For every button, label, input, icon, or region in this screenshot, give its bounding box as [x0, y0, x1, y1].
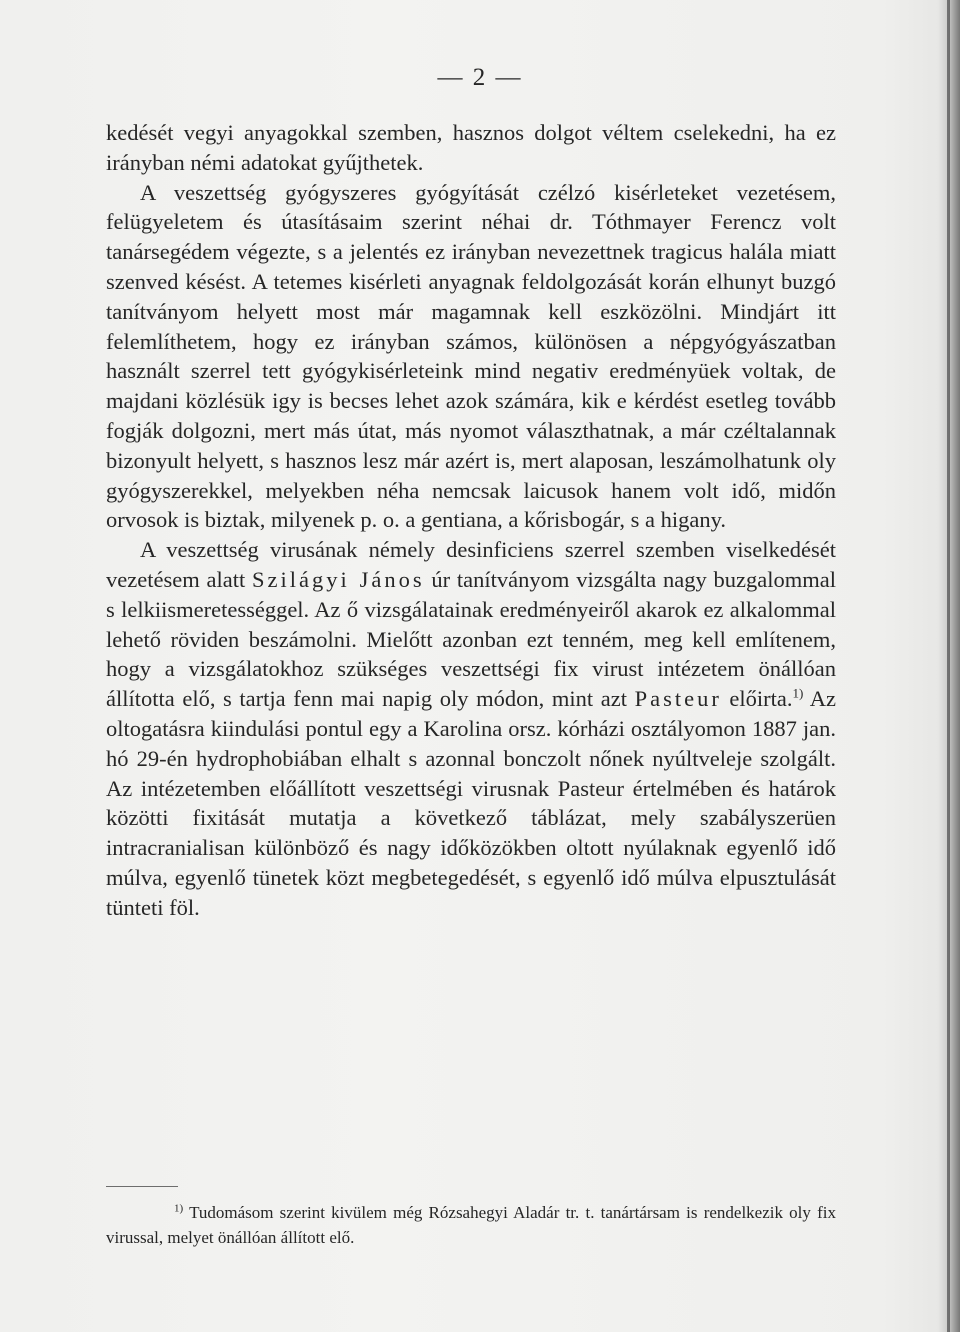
footnote-mark: 1): [174, 1202, 184, 1215]
paragraph-text: úr tanítványom vizsgálta nagy buzgalommal s lelkiismeretességgel. Az ő vizsgálatainak eredményeiről akarok ez alkalommal lehető röviden beszámolni. Mielőtt azonban ezt tenném, meg kell említenem, hogy a vizsgálatokhoz szükséges veszettségi fix virust intézetem önállóan állította elő, s tartja fenn mai napig oly módon, mint azt: [106, 566, 836, 712]
body-text: [106, 118, 836, 923]
paragraph-text: előirta.: [721, 686, 793, 712]
binding-edge: [947, 0, 950, 1332]
page-number: — 2 —: [437, 64, 523, 91]
person-name: Szilágyi János: [252, 566, 425, 592]
footnote: [106, 1200, 836, 1250]
footnote-text: Tudomásom szerint kivülem még Rózsahegyi Aladár tr. t. tanártársam is rendelkezik oly fix virussal, melyet önállóan állított elő.: [106, 1203, 836, 1247]
paragraph-virus-study: [106, 535, 836, 922]
paragraph-text: Az oltogatásra kiindulási pontul egy a Karolina orsz. kórházi osztályomon 1887 jan. hó 29-én hydrophobiában elhalt s azonnal bonczolt nőnek nyúltveleje szolgált. Az intézetemben előállított veszettségi virusnak Pasteur értelmében és határok közötti fixitását mutatja a következő táblázat, mely szabályszerüen intracranialisan különböző és nagy időközökben oltott nyúlaknak egyenlő idő múlva, egyenlő tünetek közt megbetegedését, s egyenlő idő múlva elpusztulását tünteti föl.: [106, 686, 836, 920]
paragraph-treatment-experiments: A veszettség gyógyszeres gyógyítását czélzó kisérleteket vezetésem, felügyeletem és útasításaim szerint néhai dr. Tóthmayer Ferencz volt tanársegédem végezte, s a jelentés ez irányban nevezettnek tragicus halála miatt szenved késést. A tetemes kisérleti anyagnak feldolgozását korán elhunyt buzgó tanítványom helyett most már magamnak kell eszközölni. Mindjárt itt felemlíthetem, hogy ez irányban számos, különösen a népgyógyászatban használt szerrel tett gyógykisérleteink mind negativ eredményüek voltak, de majdani közlésük igy is becses lehet azok számára, kik e kérdést esetleg tovább fogják dolgozni, mert más útat, más nyomot választhatnak, a már czéltalannak bizonyult helyett, s hasznos lesz már azért is, mert alaposan, leszámolhatunk oly gyógyszerekkel, melyekben néha nemcsak laicusok hanem volt idő, midőn orvosok is biztak, milyenek p. o. a gentiana, a kőrisbogár, s a higany.: [106, 179, 836, 533]
paragraph-text: A veszettség virusának némely desinficiens szerrel szemben viselkedését vezetésem alatt: [106, 537, 836, 592]
footnote-reference: 1): [792, 685, 804, 701]
person-name: Pasteur: [634, 686, 722, 712]
paragraph-continuation: kedését vegyi anyagokkal szemben, hasznos dolgot véltem cselekedni, ha ez irányban némi adatokat gyűjthetek.: [106, 120, 836, 175]
footnote-divider: [106, 1186, 178, 1187]
